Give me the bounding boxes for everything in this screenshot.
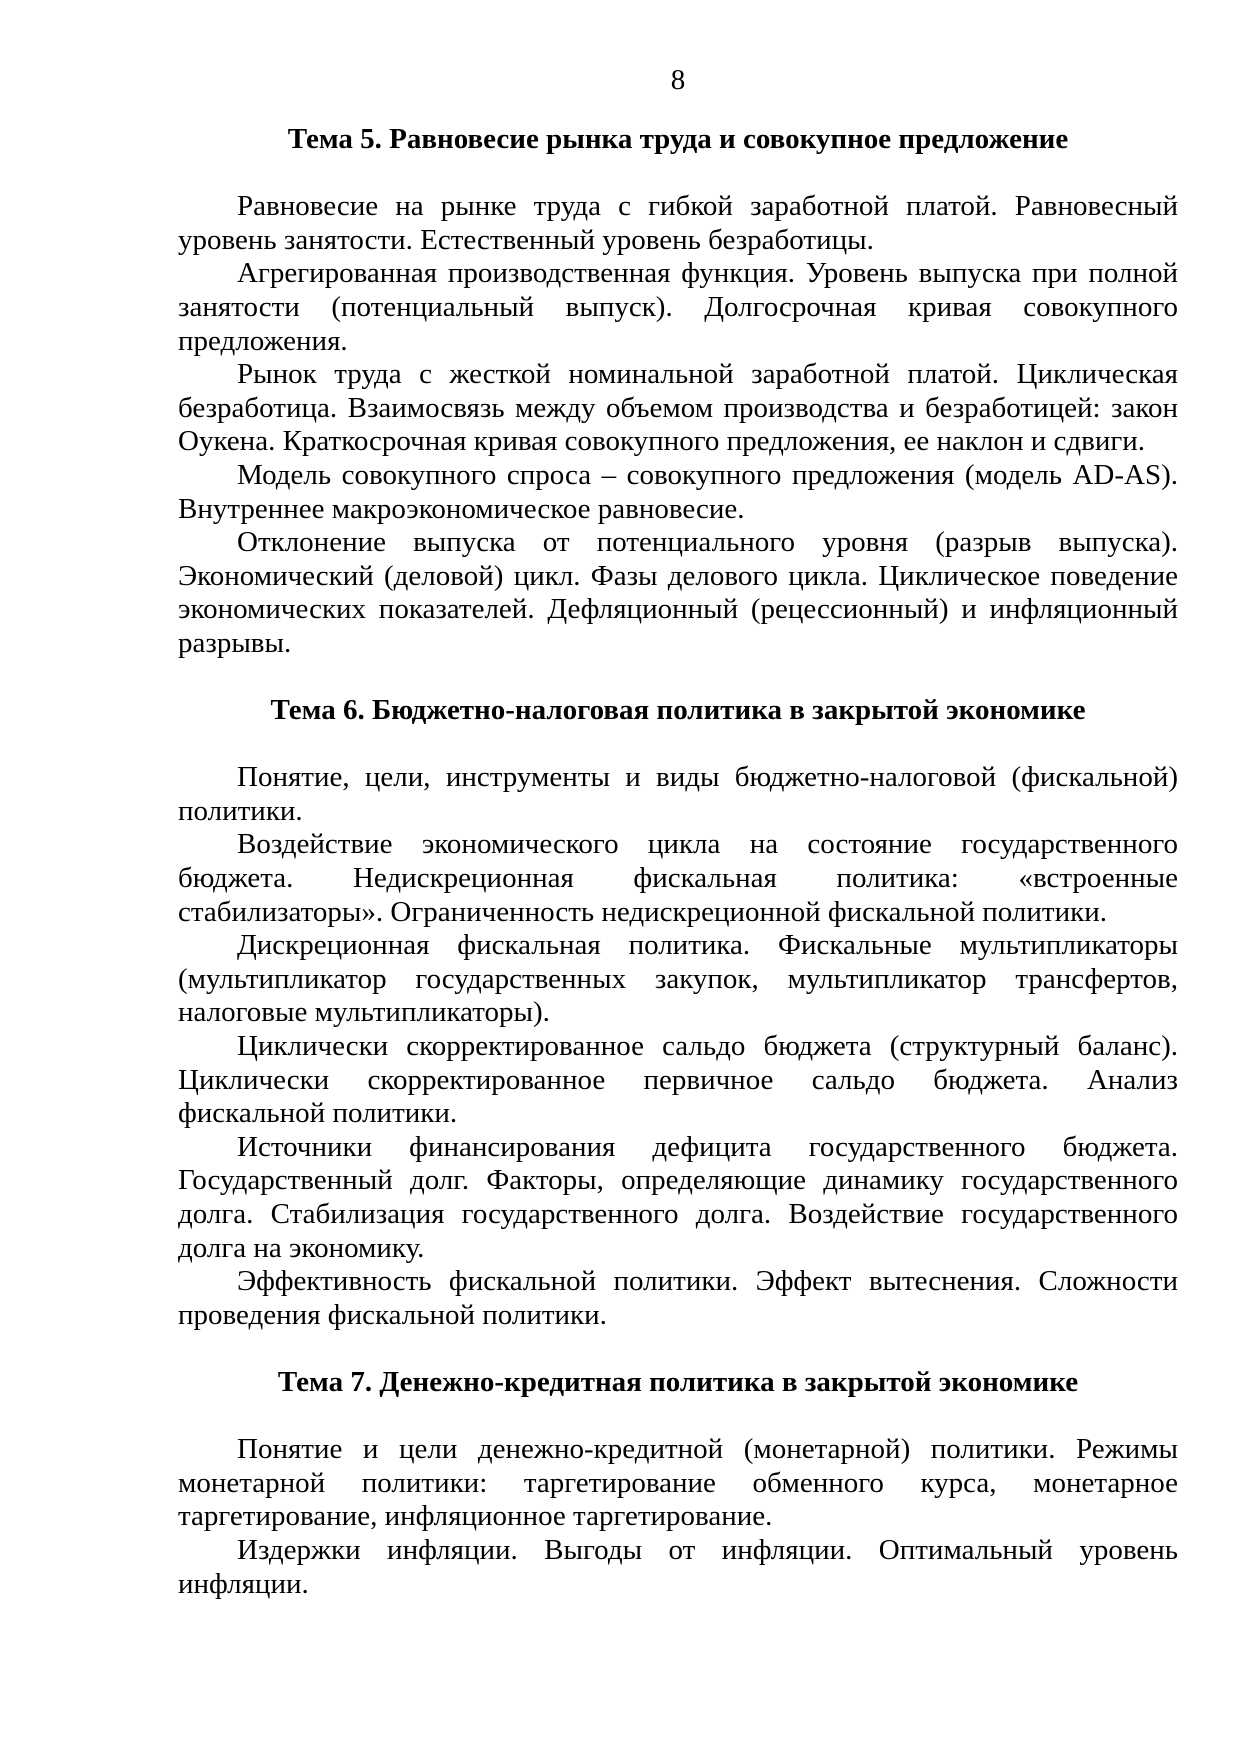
paragraph xyxy=(178,1265,1178,1332)
paragraph-line: Оукена. Краткосрочная кривая совокупного предложения, ее наклон и сдвиги. xyxy=(178,425,1146,458)
paragraph xyxy=(178,828,1178,929)
paragraph-line: стабилизаторы». Ограниченность недискреционной фискальной политики. xyxy=(178,895,1107,928)
paragraph-line: Циклически скорректированное первичное сальдо бюджета. Анализ xyxy=(178,1063,1178,1096)
paragraph-line: разрывы. xyxy=(178,626,292,659)
blank-line xyxy=(178,661,1178,695)
paragraph xyxy=(178,929,1178,1030)
paragraph-line: предложения. xyxy=(178,324,348,357)
section-heading: Тема 6. Бюджетно-налоговая политика в закрытой экономике xyxy=(270,694,1086,727)
paragraph-line: Модель совокупного спроса – совокупного предложения (модель AD-AS). xyxy=(237,458,1178,491)
paragraph-line: долга на экономику. xyxy=(178,1231,425,1264)
paragraph xyxy=(178,358,1178,459)
blank-line xyxy=(178,1332,1178,1366)
paragraph-line: Понятие и цели денежно-кредитной (монетарной) политики. Режимы xyxy=(237,1433,1178,1466)
document-content xyxy=(178,123,1178,1601)
paragraph-line: Издержки инфляции. Выгоды от инфляции. Оптимальный уровень xyxy=(237,1533,1178,1566)
paragraph-line: Воздействие экономического цикла на состояние государственного xyxy=(237,828,1178,861)
paragraph-line: Дискреционная фискальная политика. Фискальные мультипликаторы xyxy=(237,929,1178,962)
paragraph-line: безработица. Взаимосвязь между объемом производства и безработицей: закон xyxy=(178,391,1178,424)
paragraph-line: инфляции. xyxy=(178,1567,309,1600)
paragraph-line: Источники финансирования дефицита государственного бюджета. xyxy=(237,1130,1178,1163)
page-number: 8 xyxy=(670,64,686,96)
paragraph-line: занятости (потенциальный выпуск). Долгосрочная кривая совокупного xyxy=(178,290,1178,323)
paragraph-line: таргетирование, инфляционное таргетирование. xyxy=(178,1500,773,1533)
paragraph xyxy=(178,1433,1178,1534)
paragraph-line: уровень занятости. Естественный уровень безработицы. xyxy=(178,223,874,256)
paragraph-line: монетарной политики: таргетирование обменного курса, монетарное xyxy=(178,1466,1178,1499)
paragraph xyxy=(178,1131,1178,1265)
paragraph-line: Рынок труда с жесткой номинальной заработной платой. Циклическая xyxy=(237,358,1178,391)
blank-line xyxy=(178,1400,1178,1434)
paragraph xyxy=(178,1030,1178,1131)
paragraph-line: проведения фискальной политики. xyxy=(178,1298,607,1331)
paragraph-line: долга. Стабилизация государственного долга. Воздействие государственного xyxy=(178,1198,1178,1230)
paragraph-line: Эффективность фискальной политики. Эффект вытеснения. Сложности xyxy=(237,1265,1178,1298)
paragraph xyxy=(178,761,1178,828)
paragraph-line: Государственный долг. Факторы, определяющие динамику государственного xyxy=(178,1164,1178,1197)
paragraph-line: Агрегированная производственная функция. Уровень выпуска при полной xyxy=(237,257,1178,290)
blank-line xyxy=(178,157,1178,191)
paragraph-line: экономических показателей. Дефляционный (рецессионный) и инфляционный xyxy=(178,593,1178,626)
paragraph-line: (мультипликатор государственных закупок, мультипликатор трансфертов, xyxy=(178,962,1178,995)
paragraph-line: Отклонение выпуска от потенциального уровня (разрыв выпуска). xyxy=(237,526,1178,559)
section-heading: Тема 7. Денежно-кредитная политика в закрытой экономике xyxy=(277,1365,1079,1398)
paragraph-line: Понятие, цели, инструменты и виды бюджетно-налоговой (фискальной) xyxy=(237,761,1178,794)
paragraph-line: Циклически скорректированное сальдо бюджета (структурный баланс). xyxy=(237,1030,1178,1063)
paragraph-line: Равновесие на рынке труда с гибкой заработной платой. Равновесный xyxy=(237,190,1178,223)
paragraph-line: фискальной политики. xyxy=(178,1097,458,1130)
paragraph-line: Экономический (деловой) цикл. Фазы делового цикла. Циклическое поведение xyxy=(178,559,1178,592)
paragraph xyxy=(178,459,1178,526)
section-heading: Тема 5. Равновесие рынка труда и совокупное предложение xyxy=(287,123,1069,155)
paragraph-line: политики. xyxy=(178,794,303,827)
blank-line xyxy=(178,728,1178,762)
paragraph xyxy=(178,190,1178,257)
paragraph-line: Внутреннее макроэкономическое равновесие. xyxy=(178,492,745,525)
paragraph xyxy=(178,1534,1178,1601)
paragraph-line: бюджета. Недискреционная фискальная политика: «встроенные xyxy=(178,862,1178,895)
paragraph xyxy=(178,257,1178,358)
paragraph-line: налоговые мультипликаторы). xyxy=(178,996,550,1029)
paragraph xyxy=(178,526,1178,660)
